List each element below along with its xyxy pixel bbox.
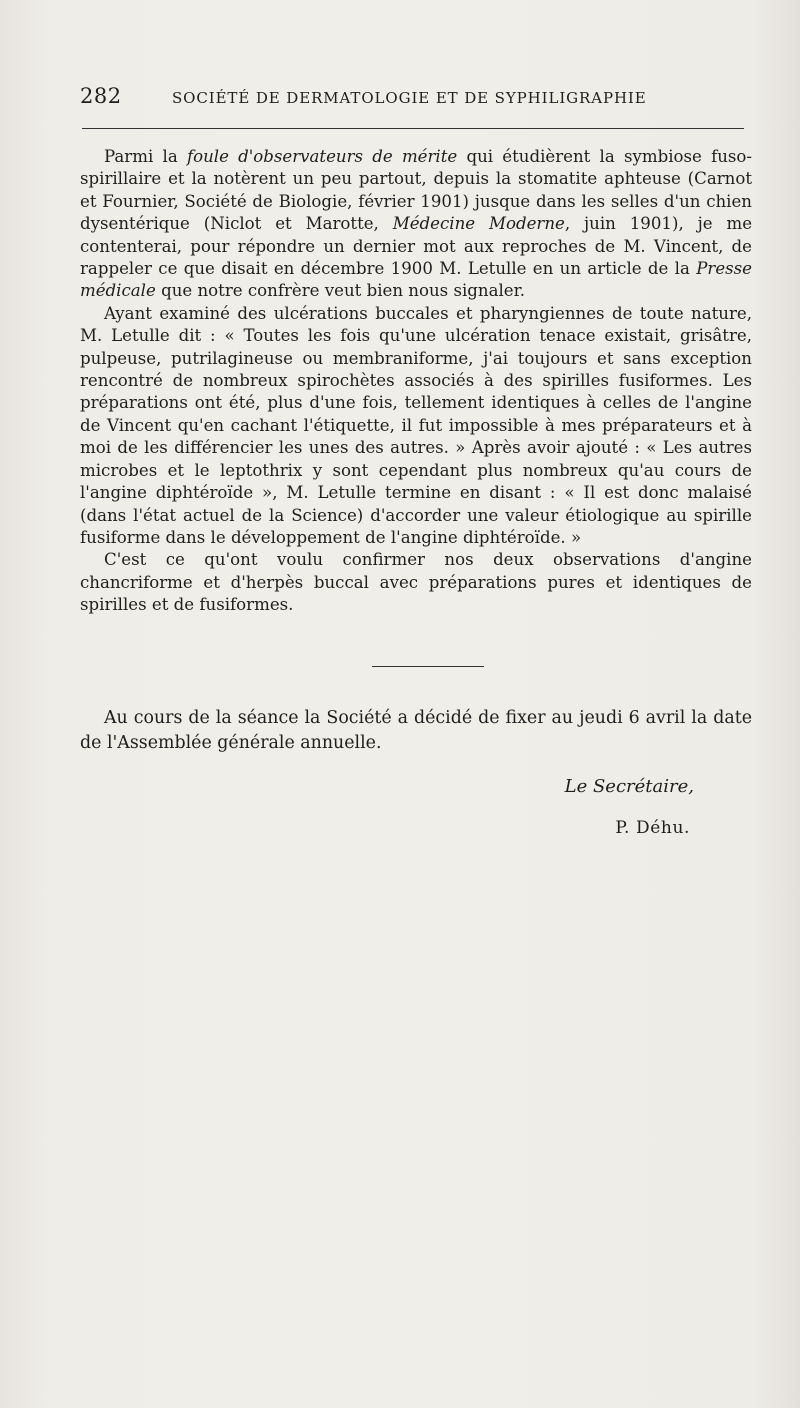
body-text: [80, 146, 752, 617]
page-number: 282: [80, 84, 122, 108]
signature-title: Le Secrétaire,: [564, 776, 694, 797]
text-run: , juin 1901), je me contenterai, pour répondre un dernier mot aux reproches de M. Vincent, de rappeler ce que disait en décembre 1900 M. Letulle en un article de la: [80, 214, 753, 279]
section-rule: [372, 666, 484, 667]
paragraph: C'est ce qu'ont voulu confirmer nos deux observations d'angine chancriforme et d'herpès buccal avec préparations pures et identiques de spirilles et de fusiformes.: [80, 550, 752, 615]
header-rule: [82, 128, 744, 129]
italic-journal-title: Presse médicale: [80, 259, 752, 301]
page-header: [80, 84, 752, 124]
italic-journal-title: Médecine Moderne: [392, 214, 565, 234]
text-run: qui étudièrent la symbiose fuso-spirillaire et la notèrent un peu partout, depuis la stomatite aphteuse (Carnot et Fournier, Société de Biologie, février 1901) jusque dans les selles d'un chien dysentérique (Niclot et Marotte,: [80, 147, 753, 234]
italic-phrase: foule d'observateurs de mérite: [186, 147, 458, 166]
paragraph: [80, 146, 752, 303]
running-head: SOCIÉTÉ DE DERMATOLOGIE ET DE SYPHILIGRAPHIE: [172, 89, 647, 107]
text-run: Parmi la: [104, 147, 187, 166]
signature-name: P. Déhu.: [615, 818, 690, 838]
paragraph: Ayant examiné des ulcérations buccales et pharyngiennes de toute nature, M. Letulle dit : « Toutes les fois qu'une ulcération tenace existait, grisâtre, pulpeuse, putrilagineuse ou membraniforme, j'ai toujours et sans exception rencontré de nombreux spirochètes associés à des spirilles fusiformes. Les préparations ont été, plus d'une fois, tellement identiques à celles de l'angine de Vincent qu'en cachant l'étiquette, il fut impossible à mes préparateurs et à moi de les différencier les unes des autres. » Après avoir ajouté : « Les autres microbes et le leptothrix y sont cependant plus nombreux qu'au cours de l'angine diphtéroïde », M. Letulle termine en disant : « Il est donc malaisé (dans l'état actuel de la Science) d'accorder une valeur étiologique au spirille fusiforme dans le développement de l'angine diphtéroïde. »: [80, 303, 752, 547]
announcement: [80, 706, 752, 756]
announcement-text: Au cours de la séance la Société a décidé de fixer au jeudi 6 avril la date de l'Assemblée générale annuelle.: [80, 708, 752, 753]
text-run: que notre confrère veut bien nous signaler.: [155, 281, 525, 301]
